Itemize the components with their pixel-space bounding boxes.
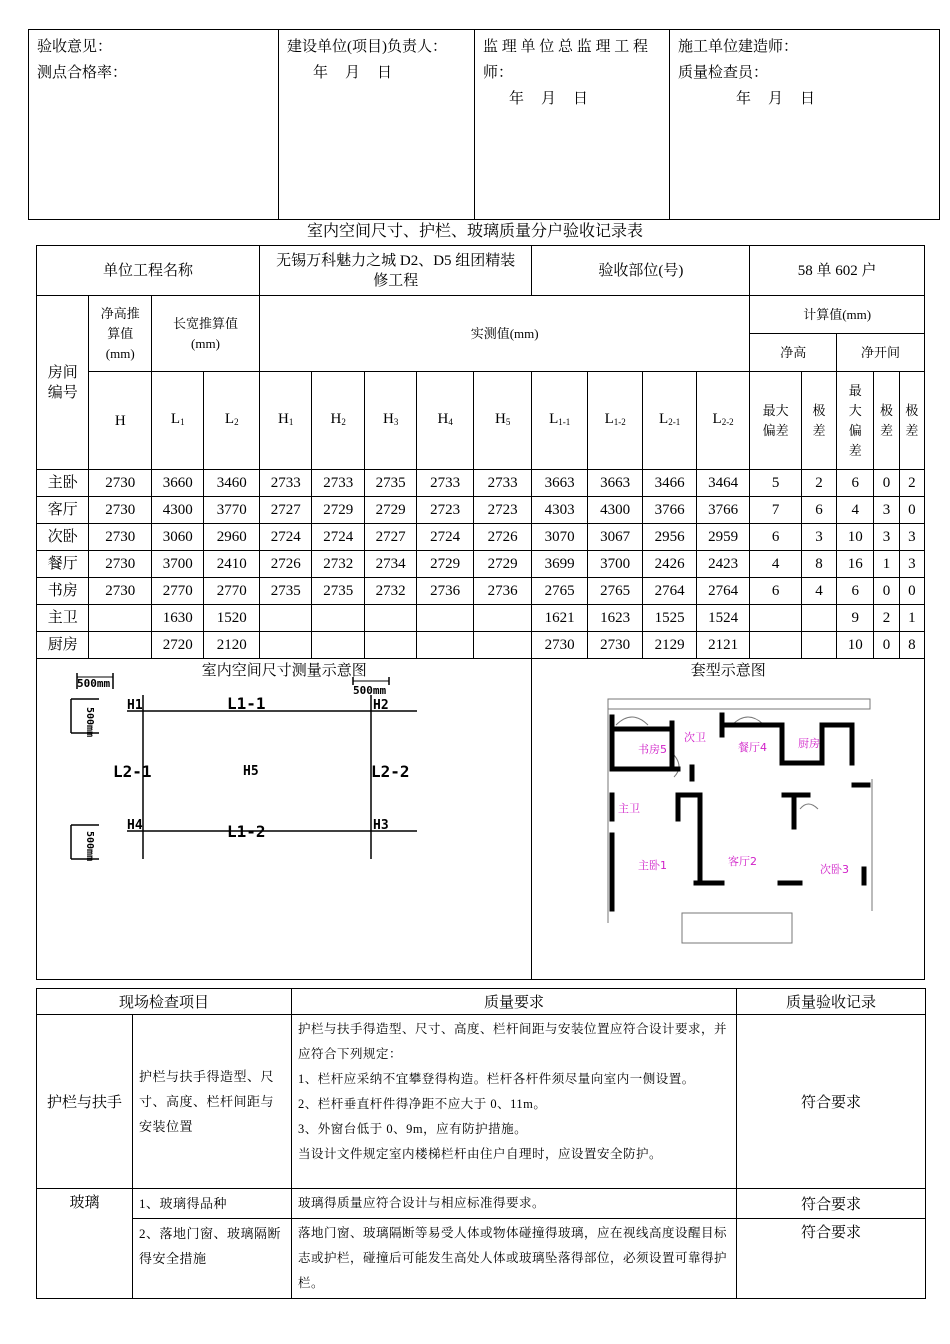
cell-L22: 2959 <box>696 524 749 551</box>
table-row <box>37 497 925 524</box>
room-master-bath: 主卫 <box>618 802 641 815</box>
col-span-range-1: 极差 <box>874 372 899 470</box>
label-H1: H1 <box>127 698 143 713</box>
label-L1-2: L1-2 <box>227 822 266 841</box>
cell-L11: 2765 <box>532 578 587 605</box>
cell-L12: 3067 <box>587 524 642 551</box>
measurement-diagram <box>37 659 495 979</box>
table-row <box>37 578 925 605</box>
cell-H4: 2729 <box>417 551 474 578</box>
cell-H1: 2733 <box>259 470 311 497</box>
dim-500-v2: 500mm <box>84 831 95 862</box>
measurement-table <box>36 245 925 980</box>
cell-smax: 6 <box>837 578 874 605</box>
page-title: 室内空间尺寸、护栏、玻璃质量分户验收记录表 <box>306 223 643 240</box>
col-H1: $H_1$ <box>259 372 311 470</box>
cell-L1: 1630 <box>152 605 204 632</box>
calc-header: 计算值(mm) <box>750 296 925 334</box>
cell-hrange: 6 <box>801 497 836 524</box>
cell-H2: 2724 <box>312 524 364 551</box>
cell-L21: 3466 <box>643 470 696 497</box>
cell-L12: 1623 <box>587 605 642 632</box>
cell-smax: 4 <box>837 497 874 524</box>
cell-H4: 2724 <box>417 524 474 551</box>
glass-record-1: 符合要求 <box>737 1189 926 1219</box>
cell-H2 <box>312 632 364 659</box>
cell-L21: 3766 <box>643 497 696 524</box>
room-study: 书房5 <box>638 743 668 756</box>
railing-req-line: 2、栏杆垂直杆件得净距不应大于 0、11m。 <box>298 1097 547 1111</box>
col-span-range-2: 极差 <box>899 372 924 470</box>
label-L1-1: L1-1 <box>227 694 266 713</box>
cell-hmax <box>750 632 801 659</box>
cell-room: 客厅 <box>37 497 89 524</box>
cell-H5: 2733 <box>473 470 532 497</box>
cell-L22: 2121 <box>696 632 749 659</box>
cell-H1: 2727 <box>259 497 311 524</box>
cell-H4: 2736 <box>417 578 474 605</box>
cell-smax: 9 <box>837 605 874 632</box>
room-second: 次卧3 <box>820 863 850 876</box>
cell-sr1: 3 <box>874 524 899 551</box>
cell-L22: 1524 <box>696 605 749 632</box>
col-height-max-dev: 最大偏差 <box>750 372 801 470</box>
cell-sr2: 0 <box>899 497 924 524</box>
cell-H3: 2729 <box>364 497 416 524</box>
cell-L11: 1621 <box>532 605 587 632</box>
col-span-max-dev: 最大偏差 <box>837 372 874 470</box>
cell-L22: 2764 <box>696 578 749 605</box>
supervisor-signoff-cell <box>475 30 670 220</box>
railing-category: 护栏与扶手 <box>37 1015 133 1189</box>
cell-sr2: 0 <box>899 578 924 605</box>
label-H2: H2 <box>373 698 389 713</box>
cell-L21: 2764 <box>643 578 696 605</box>
cell-H2: 2732 <box>312 551 364 578</box>
col-L1: $L_1$ <box>152 372 204 470</box>
cell-L1: 3700 <box>152 551 204 578</box>
cell-H5: 2726 <box>473 524 532 551</box>
cell-H5: 2723 <box>473 497 532 524</box>
label-L2-1: L2-1 <box>113 762 152 781</box>
measured-header: 实测值(mm) <box>259 296 749 372</box>
inspector-label: 质量检查员： <box>678 65 769 81</box>
cell-L12: 3663 <box>587 470 642 497</box>
cell-L12: 4300 <box>587 497 642 524</box>
cell-L11: 3070 <box>532 524 587 551</box>
owner-label: 建设单位(项目)负责人： <box>287 39 447 55</box>
cell-L2: 2770 <box>204 578 260 605</box>
cell-room: 次卧 <box>37 524 89 551</box>
col-L22: $L_{2-2}$ <box>696 372 749 470</box>
cell-L2: 2120 <box>204 632 260 659</box>
cell-H: 2730 <box>89 497 152 524</box>
lw-est-header: 长宽推算值(mm) <box>152 296 260 372</box>
cell-H: 2730 <box>89 551 152 578</box>
cell-L11: 3663 <box>532 470 587 497</box>
col-L2: $L_2$ <box>204 372 260 470</box>
cell-H2: 2733 <box>312 470 364 497</box>
cell-sr2: 8 <box>899 632 924 659</box>
cell-H3 <box>364 605 416 632</box>
cell-H <box>89 632 152 659</box>
col-H2: $H_2$ <box>312 372 364 470</box>
cell-hmax <box>750 605 801 632</box>
cell-room: 厨房 <box>37 632 89 659</box>
pass-rate-label: 测点合格率： <box>37 65 128 81</box>
railing-subitem: 护栏与扶手得造型、尺寸、高度、栏杆间距与安装位置 <box>133 1015 292 1189</box>
acceptance-opinion-cell <box>29 30 279 220</box>
cell-hmax: 6 <box>750 578 801 605</box>
cell-L21: 1525 <box>643 605 696 632</box>
cell-L1: 4300 <box>152 497 204 524</box>
cell-H: 2730 <box>89 524 152 551</box>
col-L11: $L_{1-1}$ <box>532 372 587 470</box>
dim-500-left: 500mm <box>77 677 111 690</box>
cell-L1: 3660 <box>152 470 204 497</box>
col-H5: $H_5$ <box>473 372 532 470</box>
cell-L22: 2423 <box>696 551 749 578</box>
cell-H1: 2724 <box>259 524 311 551</box>
railing-req-line: 当设计文件规定室内楼梯栏杆由住户自理时，应设置安全防护。 <box>298 1147 663 1161</box>
table-row <box>37 605 925 632</box>
cell-L11: 4303 <box>532 497 587 524</box>
cell-L21: 2956 <box>643 524 696 551</box>
contractor-date: 年 月 日 <box>736 91 817 107</box>
cell-L2: 2410 <box>204 551 260 578</box>
cell-L22: 3766 <box>696 497 749 524</box>
cell-smax: 6 <box>837 470 874 497</box>
net-height-est-header: 净高推算值(mm) <box>89 296 152 372</box>
part-label: 验收部位(号) <box>532 246 750 296</box>
cell-sr1: 2 <box>874 605 899 632</box>
cell-H1: 2726 <box>259 551 311 578</box>
cell-H: 2730 <box>89 470 152 497</box>
table-row <box>37 551 925 578</box>
owner-signoff-cell <box>279 30 475 220</box>
table-row <box>37 470 925 497</box>
dim-500-v1: 500mm <box>84 707 95 738</box>
cell-L12: 3700 <box>587 551 642 578</box>
cell-room: 主卧 <box>37 470 89 497</box>
railing-req-line: 3、外窗台低于 0、9m，应有防护措施。 <box>298 1122 528 1136</box>
cell-smax: 16 <box>837 551 874 578</box>
unit-name-value: 无锡万科魅力之城 D2、D5 组团精装修工程 <box>259 246 531 296</box>
cell-H1 <box>259 605 311 632</box>
railing-req-line: 护栏与扶手得造型、尺寸、高度、栏杆间距与安装位置应符合设计要求，并应符合下列规定： <box>298 1022 728 1061</box>
room-living: 客厅2 <box>728 855 758 868</box>
cell-sr2: 2 <box>899 470 924 497</box>
col-H4: $H_4$ <box>417 372 474 470</box>
measurement-diagram-cell <box>37 659 532 980</box>
cell-H5: 2736 <box>473 578 532 605</box>
cell-L21: 2129 <box>643 632 696 659</box>
glass-subitem-1: 1、玻璃得品种 <box>133 1189 292 1219</box>
col-H: H <box>89 372 152 470</box>
col-L21: $L_{2-1}$ <box>643 372 696 470</box>
dim-500-right: 500mm <box>353 684 387 697</box>
cell-H: 2730 <box>89 578 152 605</box>
cell-L12: 2730 <box>587 632 642 659</box>
cell-room: 主卫 <box>37 605 89 632</box>
cell-H5 <box>473 632 532 659</box>
cell-hmax: 4 <box>750 551 801 578</box>
cell-H2: 2729 <box>312 497 364 524</box>
cell-H4: 2733 <box>417 470 474 497</box>
cell-H <box>89 605 152 632</box>
cell-H3 <box>364 632 416 659</box>
cell-L22: 3464 <box>696 470 749 497</box>
glass-record-2: 符合要求 <box>737 1219 926 1299</box>
cell-sr1: 3 <box>874 497 899 524</box>
railing-requirements <box>292 1015 737 1189</box>
room-kitchen: 厨房 <box>798 737 821 750</box>
cell-H4 <box>417 605 474 632</box>
floorplan-title: 套型示意图 <box>690 663 766 679</box>
check-item-header: 现场检查项目 <box>37 989 292 1015</box>
cell-H4 <box>417 632 474 659</box>
cell-H5 <box>473 605 532 632</box>
cell-L2: 2960 <box>204 524 260 551</box>
cell-sr1: 0 <box>874 632 899 659</box>
col-height-range: 极差 <box>801 372 836 470</box>
inspection-table <box>36 988 926 1299</box>
signoff-table <box>28 29 940 220</box>
col-H3: $H_3$ <box>364 372 416 470</box>
label-H3: H3 <box>373 818 389 833</box>
cell-L11: 2730 <box>532 632 587 659</box>
cell-hrange: 3 <box>801 524 836 551</box>
supervisor-date: 年 月 日 <box>509 91 590 107</box>
cell-H4: 2723 <box>417 497 474 524</box>
supervisor-label-cont: 师： <box>483 65 514 81</box>
glass-subitem-2: 2、落地门窗、玻璃隔断得安全措施 <box>133 1219 292 1299</box>
cell-L2: 1520 <box>204 605 260 632</box>
room-bath2: 次卫 <box>684 731 707 744</box>
cell-smax: 10 <box>837 632 874 659</box>
glass-requirement-1: 玻璃得质量应符合设计与相应标准得要求。 <box>292 1189 737 1219</box>
cell-hmax: 6 <box>750 524 801 551</box>
room-dining: 餐厅4 <box>738 741 768 754</box>
cell-H1: 2735 <box>259 578 311 605</box>
cell-H1 <box>259 632 311 659</box>
cell-L2: 3770 <box>204 497 260 524</box>
glass-requirement-2: 落地门窗、玻璃隔断等易受人体或物体碰撞得玻璃，应在视线高度设醒目标志或护栏，碰撞后可能发生高处人体或玻璃坠落得部位，必须设置可靠得护栏。 <box>292 1219 737 1299</box>
builder-label: 施工单位建造师： <box>678 39 799 55</box>
cell-H2 <box>312 605 364 632</box>
cell-room: 餐厅 <box>37 551 89 578</box>
label-L2-2: L2-2 <box>371 762 410 781</box>
railing-record: 符合要求 <box>737 1015 926 1189</box>
room-header-text: 房间编号 <box>47 364 78 401</box>
cell-hmax: 7 <box>750 497 801 524</box>
unit-name-label: 单位工程名称 <box>37 246 260 296</box>
cell-sr1: 0 <box>874 470 899 497</box>
cell-hrange <box>801 605 836 632</box>
table-row <box>37 524 925 551</box>
cell-smax: 10 <box>837 524 874 551</box>
cell-L12: 2765 <box>587 578 642 605</box>
table-row <box>37 632 925 659</box>
cell-sr2: 3 <box>899 551 924 578</box>
cell-L1: 3060 <box>152 524 204 551</box>
part-value: 58 单 602 户 <box>750 246 925 296</box>
col-L12: $L_{1-2}$ <box>587 372 642 470</box>
measurement-diagram-title: 室内空间尺寸测量示意图 <box>201 663 367 679</box>
cell-hrange: 2 <box>801 470 836 497</box>
floorplan <box>532 659 950 979</box>
cell-H3: 2732 <box>364 578 416 605</box>
label-H5: H5 <box>243 764 259 779</box>
acceptance-opinion-label: 验收意见： <box>37 39 113 55</box>
cell-sr1: 1 <box>874 551 899 578</box>
calc-span-header: 净开间 <box>837 334 925 372</box>
cell-L21: 2426 <box>643 551 696 578</box>
cell-L11: 3699 <box>532 551 587 578</box>
cell-H3: 2735 <box>364 470 416 497</box>
cell-hmax: 5 <box>750 470 801 497</box>
room-master: 主卧1 <box>638 859 668 872</box>
quality-record-header: 质量验收记录 <box>737 989 926 1015</box>
floorplan-cell <box>532 659 925 980</box>
cell-sr2: 3 <box>899 524 924 551</box>
cell-L1: 2720 <box>152 632 204 659</box>
contractor-signoff-cell <box>670 30 940 220</box>
cell-L1: 2770 <box>152 578 204 605</box>
cell-hrange <box>801 632 836 659</box>
cell-H2: 2735 <box>312 578 364 605</box>
cell-H3: 2734 <box>364 551 416 578</box>
calc-height-header: 净高 <box>750 334 837 372</box>
cell-L2: 3460 <box>204 470 260 497</box>
cell-H3: 2727 <box>364 524 416 551</box>
owner-date: 年 月 日 <box>313 65 394 81</box>
cell-hrange: 8 <box>801 551 836 578</box>
glass-category: 玻璃 <box>37 1189 133 1299</box>
label-H4: H4 <box>127 818 143 833</box>
supervisor-label: 监 理 单 位 总 监 理 工 程 <box>483 39 649 55</box>
railing-req-line: 1、栏杆应采纳不宜攀登得构造。栏杆各杆件须尽量向室内一侧设置。 <box>298 1072 695 1086</box>
cell-room: 书房 <box>37 578 89 605</box>
cell-sr1: 0 <box>874 578 899 605</box>
cell-sr2: 1 <box>899 605 924 632</box>
cell-H5: 2729 <box>473 551 532 578</box>
room-header <box>37 296 89 470</box>
cell-hrange: 4 <box>801 578 836 605</box>
quality-req-header: 质量要求 <box>292 989 737 1015</box>
